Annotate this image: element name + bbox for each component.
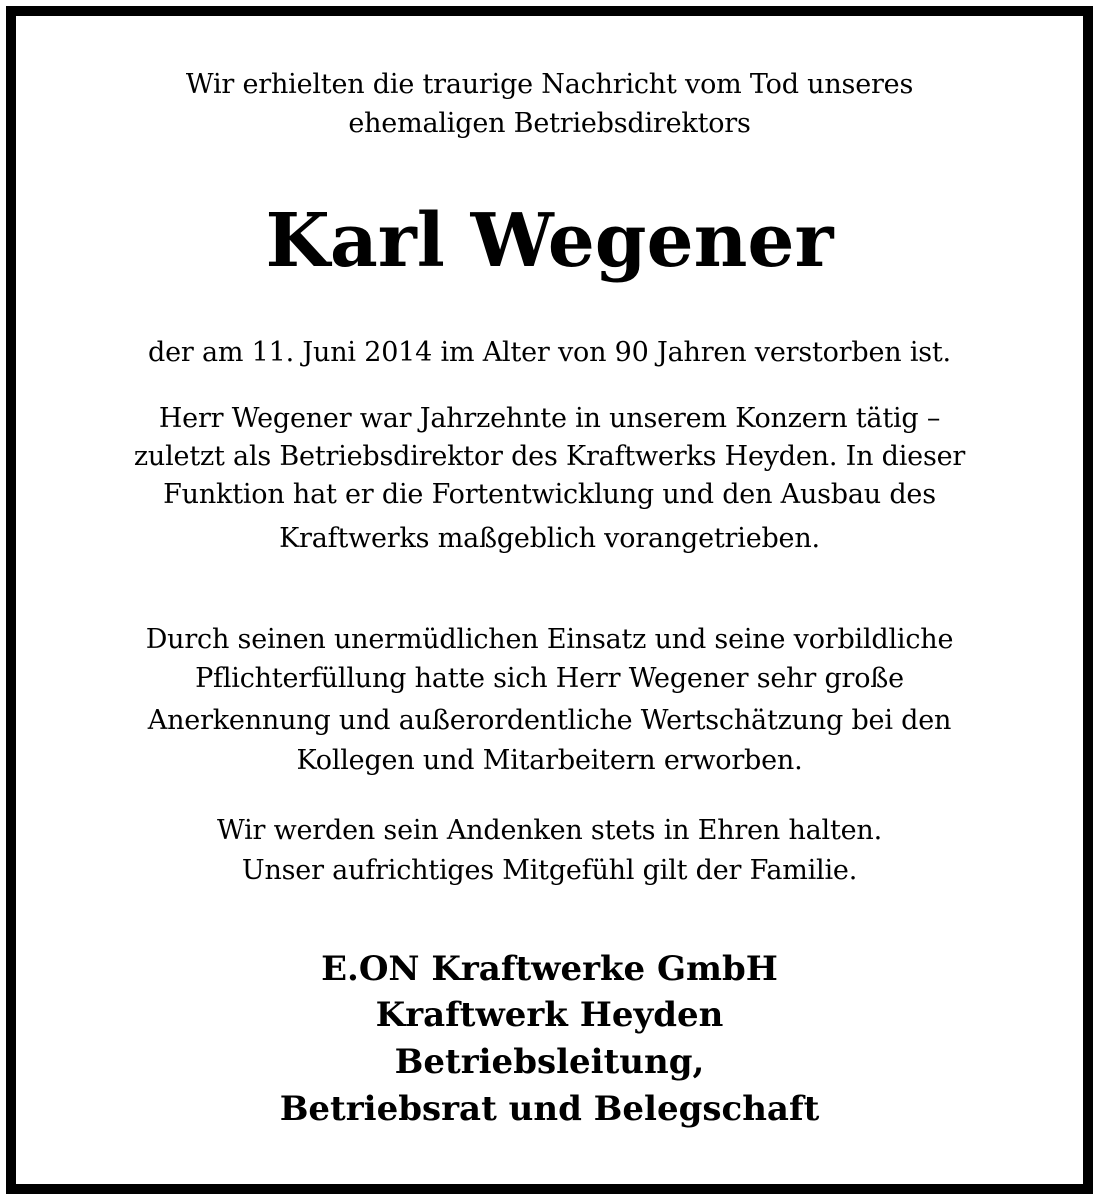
- paragraph-1-line-4: Kraftwerks maßgeblich vorangetrieben.: [279, 523, 820, 554]
- paragraph-1-line-3: Funktion hat er die Fortentwicklung und den Ausbau des: [163, 479, 936, 510]
- signature-company: E.ON Kraftwerke GmbH: [321, 949, 778, 989]
- signature-council-staff: Betriebsrat und Belegschaft: [279, 1089, 820, 1129]
- intro-line-1: Wir erhielten die traurige Nachricht vom Tod unseres: [185, 69, 914, 100]
- obituary-notice: [6, 6, 1093, 1194]
- intro-line-2: ehemaligen Betriebsdirektors: [348, 108, 751, 139]
- paragraph-2-line-3: Anerkennung und außerordentliche Wertschätzung bei den: [147, 705, 952, 736]
- paragraph-1-line-2: zuletzt als Betriebsdirektor des Kraftwerks Heyden. In dieser: [133, 441, 966, 472]
- closing-line-2: Unser aufrichtiges Mitgefühl gilt der Familie.: [241, 855, 858, 886]
- paragraph-2-line-4: Kollegen und Mitarbeitern erworben.: [296, 745, 803, 776]
- death-info: der am 11. Juni 2014 im Alter von 90 Jahren verstorben ist.: [148, 337, 951, 368]
- closing-line-1: Wir werden sein Andenken stets in Ehren halten.: [217, 815, 882, 846]
- paragraph-1-line-1: Herr Wegener war Jahrzehnte in unserem Konzern tätig –: [158, 403, 941, 434]
- paragraph-2-line-2: Pflichterfüllung hatte sich Herr Wegener sehr große: [195, 663, 904, 694]
- signature-plant: Kraftwerk Heyden: [375, 995, 724, 1035]
- paragraph-2-line-1: Durch seinen unermüdlichen Einsatz und seine vorbildliche: [145, 624, 954, 655]
- deceased-name: Karl Wegener: [265, 198, 834, 284]
- signature-management: Betriebsleitung,: [394, 1042, 705, 1082]
